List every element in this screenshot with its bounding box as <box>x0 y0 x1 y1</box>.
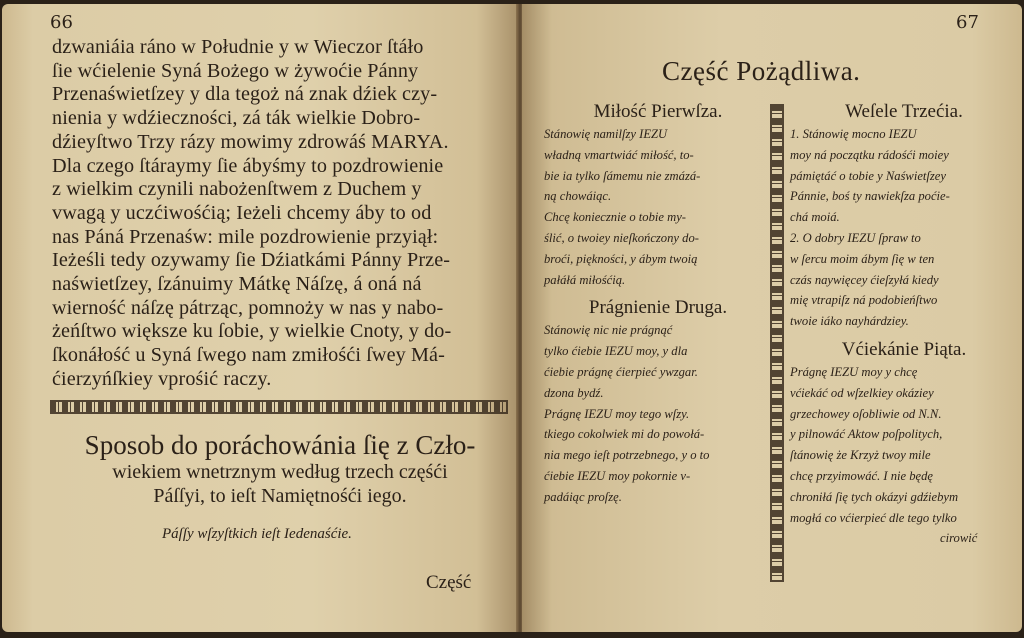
text-line: pałáłá miłośćią. <box>544 272 626 287</box>
text-line: y pilnowáć Aktow poſpolitych, <box>790 427 943 442</box>
left-page-body <box>52 36 518 392</box>
column-left <box>544 100 772 508</box>
subsection-title: Miłość Pierwſza. <box>593 101 723 122</box>
section-subnote: Páſſy wſzyſtkich ieſt Iedenaśćie. <box>162 526 352 542</box>
left-page <box>2 4 518 632</box>
text-line: naświetſzey, ſzánuimy Mátkę Náſzę, á oná ná <box>52 273 422 296</box>
text-line: tylko ćiebie IEZU moy, y dla <box>544 344 688 359</box>
paragraph <box>790 228 1018 332</box>
text-line: vćiekáć od wſzelkiey okáziey <box>790 385 934 400</box>
text-line: tkiego cokolwiek mi do powołá- <box>544 427 705 442</box>
paragraph <box>544 404 772 508</box>
text-line: chá moiá. <box>790 210 840 225</box>
text-line: wierność náſzę pátrząc, pomnoży w nas y nabo- <box>52 296 444 319</box>
text-line: broći, piękności, y ábym twoią <box>544 251 698 266</box>
text-line: Dla czego ſtáraymy ſie ábyśmy to pozdrowienie <box>52 154 444 177</box>
text-line: 1. Stánowię mocno IEZU <box>790 127 917 141</box>
text-line: vwagą y uczćiwośćią; Ieżeli chcemy áby to od <box>52 201 432 224</box>
text-line: w ſercu moim ábym ſię w ten <box>790 251 935 266</box>
text-line: ślić, o twoiey nieſkończony do- <box>544 230 699 245</box>
text-line: nas Páná Przenaśw: mile pozdrowienie przyiął: <box>52 225 439 248</box>
paragraph <box>790 362 1018 549</box>
text-line: władną vmartwiáć miłość, to- <box>544 147 694 162</box>
text-line: ćierzyńſkiey vprośić raczy. <box>52 367 272 390</box>
ornamental-border-vertical <box>770 104 784 582</box>
text-line: twoie iáko nayhárdziey. <box>790 314 909 329</box>
text-line: ſtánowię że Krzyż twoy mile <box>790 448 931 463</box>
text-line: czás naywięcey ćieſzyłá kiedy <box>790 272 939 287</box>
paragraph <box>544 320 772 403</box>
text-line: chcę przyimowáć. I nie będę <box>790 468 934 483</box>
text-line: pámiętáć o tobie y Naświetſzey <box>790 168 946 183</box>
page-heading: Część Pożądliwa. <box>662 56 861 86</box>
subsection-title: Prágnienie Druga. <box>588 297 728 319</box>
text-line: dzwaniáia ráno w Południe y w Wieczor ſtáło <box>52 36 424 58</box>
text-line: cirowić <box>940 531 978 546</box>
section-title-line: wiekiem wnetrznym według trzech częśći <box>112 461 448 483</box>
text-line: Pánnie, boś ty nawiekſza poćie- <box>790 189 950 204</box>
text-line: nia mego ieſt potrzebnego, y o to <box>544 448 710 463</box>
text-line: ną chowáiąc. <box>544 189 612 204</box>
text-line: dzona bydź. <box>544 385 604 400</box>
page-number-right: 67 <box>956 12 979 33</box>
text-line: z wielkim czynili nabożenſtwem z Duchem y <box>52 178 422 201</box>
text-line: moy ná początku rádośći moiey <box>790 147 949 162</box>
text-line: Przenaświetſzey y dla tegoż ná znak dźiek czy- <box>52 83 438 106</box>
text-line: Ieżeśli tedy ozywamy ſie Dźiatkámi Pánny Prze- <box>52 249 451 272</box>
catchword: Część <box>426 572 472 593</box>
text-line: nienia y wdźieczności, zá ták wielkie Dobro- <box>52 107 421 130</box>
text-line: żeńſtwo większe ku ſobie, y wielkie Cnoty, y do- <box>52 320 452 343</box>
text-line: dźieyſtwo Trzy rázy mowimy zdrowáś MARYA. <box>52 130 449 153</box>
section-title-line: Sposob do poráchowánia ſię z Czło- <box>84 430 476 460</box>
text-line: padáiąc proſzę. <box>544 489 622 504</box>
text-line: Prágnę IEZU moy y chcę <box>790 364 918 379</box>
ornamental-border-horizontal <box>50 400 508 414</box>
text-line: grzechowey oſobliwie od N.N. <box>790 406 942 421</box>
text-line: bie ia tylko ſámemu nie zmázá- <box>544 168 701 183</box>
text-line: mogłá co vćierpieć dle tego tylko <box>790 510 957 525</box>
paragraph <box>790 124 1018 228</box>
section-title-line: Páſſyi, to ieſt Namiętnośći iego. <box>153 485 407 507</box>
text-line: Prágnę IEZU moy tego wſzy. <box>544 406 690 421</box>
subsection-title: Vćiekánie Piąta. <box>841 338 967 360</box>
text-line: Stánowię nic nie prágnąć <box>544 323 673 338</box>
text-line: ćiebie IEZU moy pokornie v- <box>544 468 691 483</box>
text-line: ſie wćielenie Syná Bożego w żywoćie Pánny <box>52 59 419 82</box>
section-title <box>42 430 518 508</box>
paragraph <box>544 124 772 207</box>
text-line: chroniłá ſię tych okázyi gdźiebym <box>790 489 959 504</box>
page-number-left: 66 <box>50 12 73 33</box>
text-line: Chcę koniecznie o tobie my- <box>544 210 686 225</box>
column-right <box>790 100 1018 549</box>
paragraph <box>544 207 772 290</box>
subsection-title: Weſele Trzećia. <box>845 101 963 122</box>
text-line: Stánowię namilſzy IEZU <box>544 127 668 141</box>
text-line: mię vtrapiſz ná podobieńſtwo <box>790 293 938 308</box>
text-line: ćiebie prágnę ćierpieć ywzgar. <box>544 364 698 379</box>
text-line: 2. O dobry IEZU ſpraw to <box>790 230 921 245</box>
right-page <box>522 4 1022 632</box>
text-line: ſkonáłość u Syná ſwego nam zmiłośći ſwey Má- <box>52 344 445 367</box>
